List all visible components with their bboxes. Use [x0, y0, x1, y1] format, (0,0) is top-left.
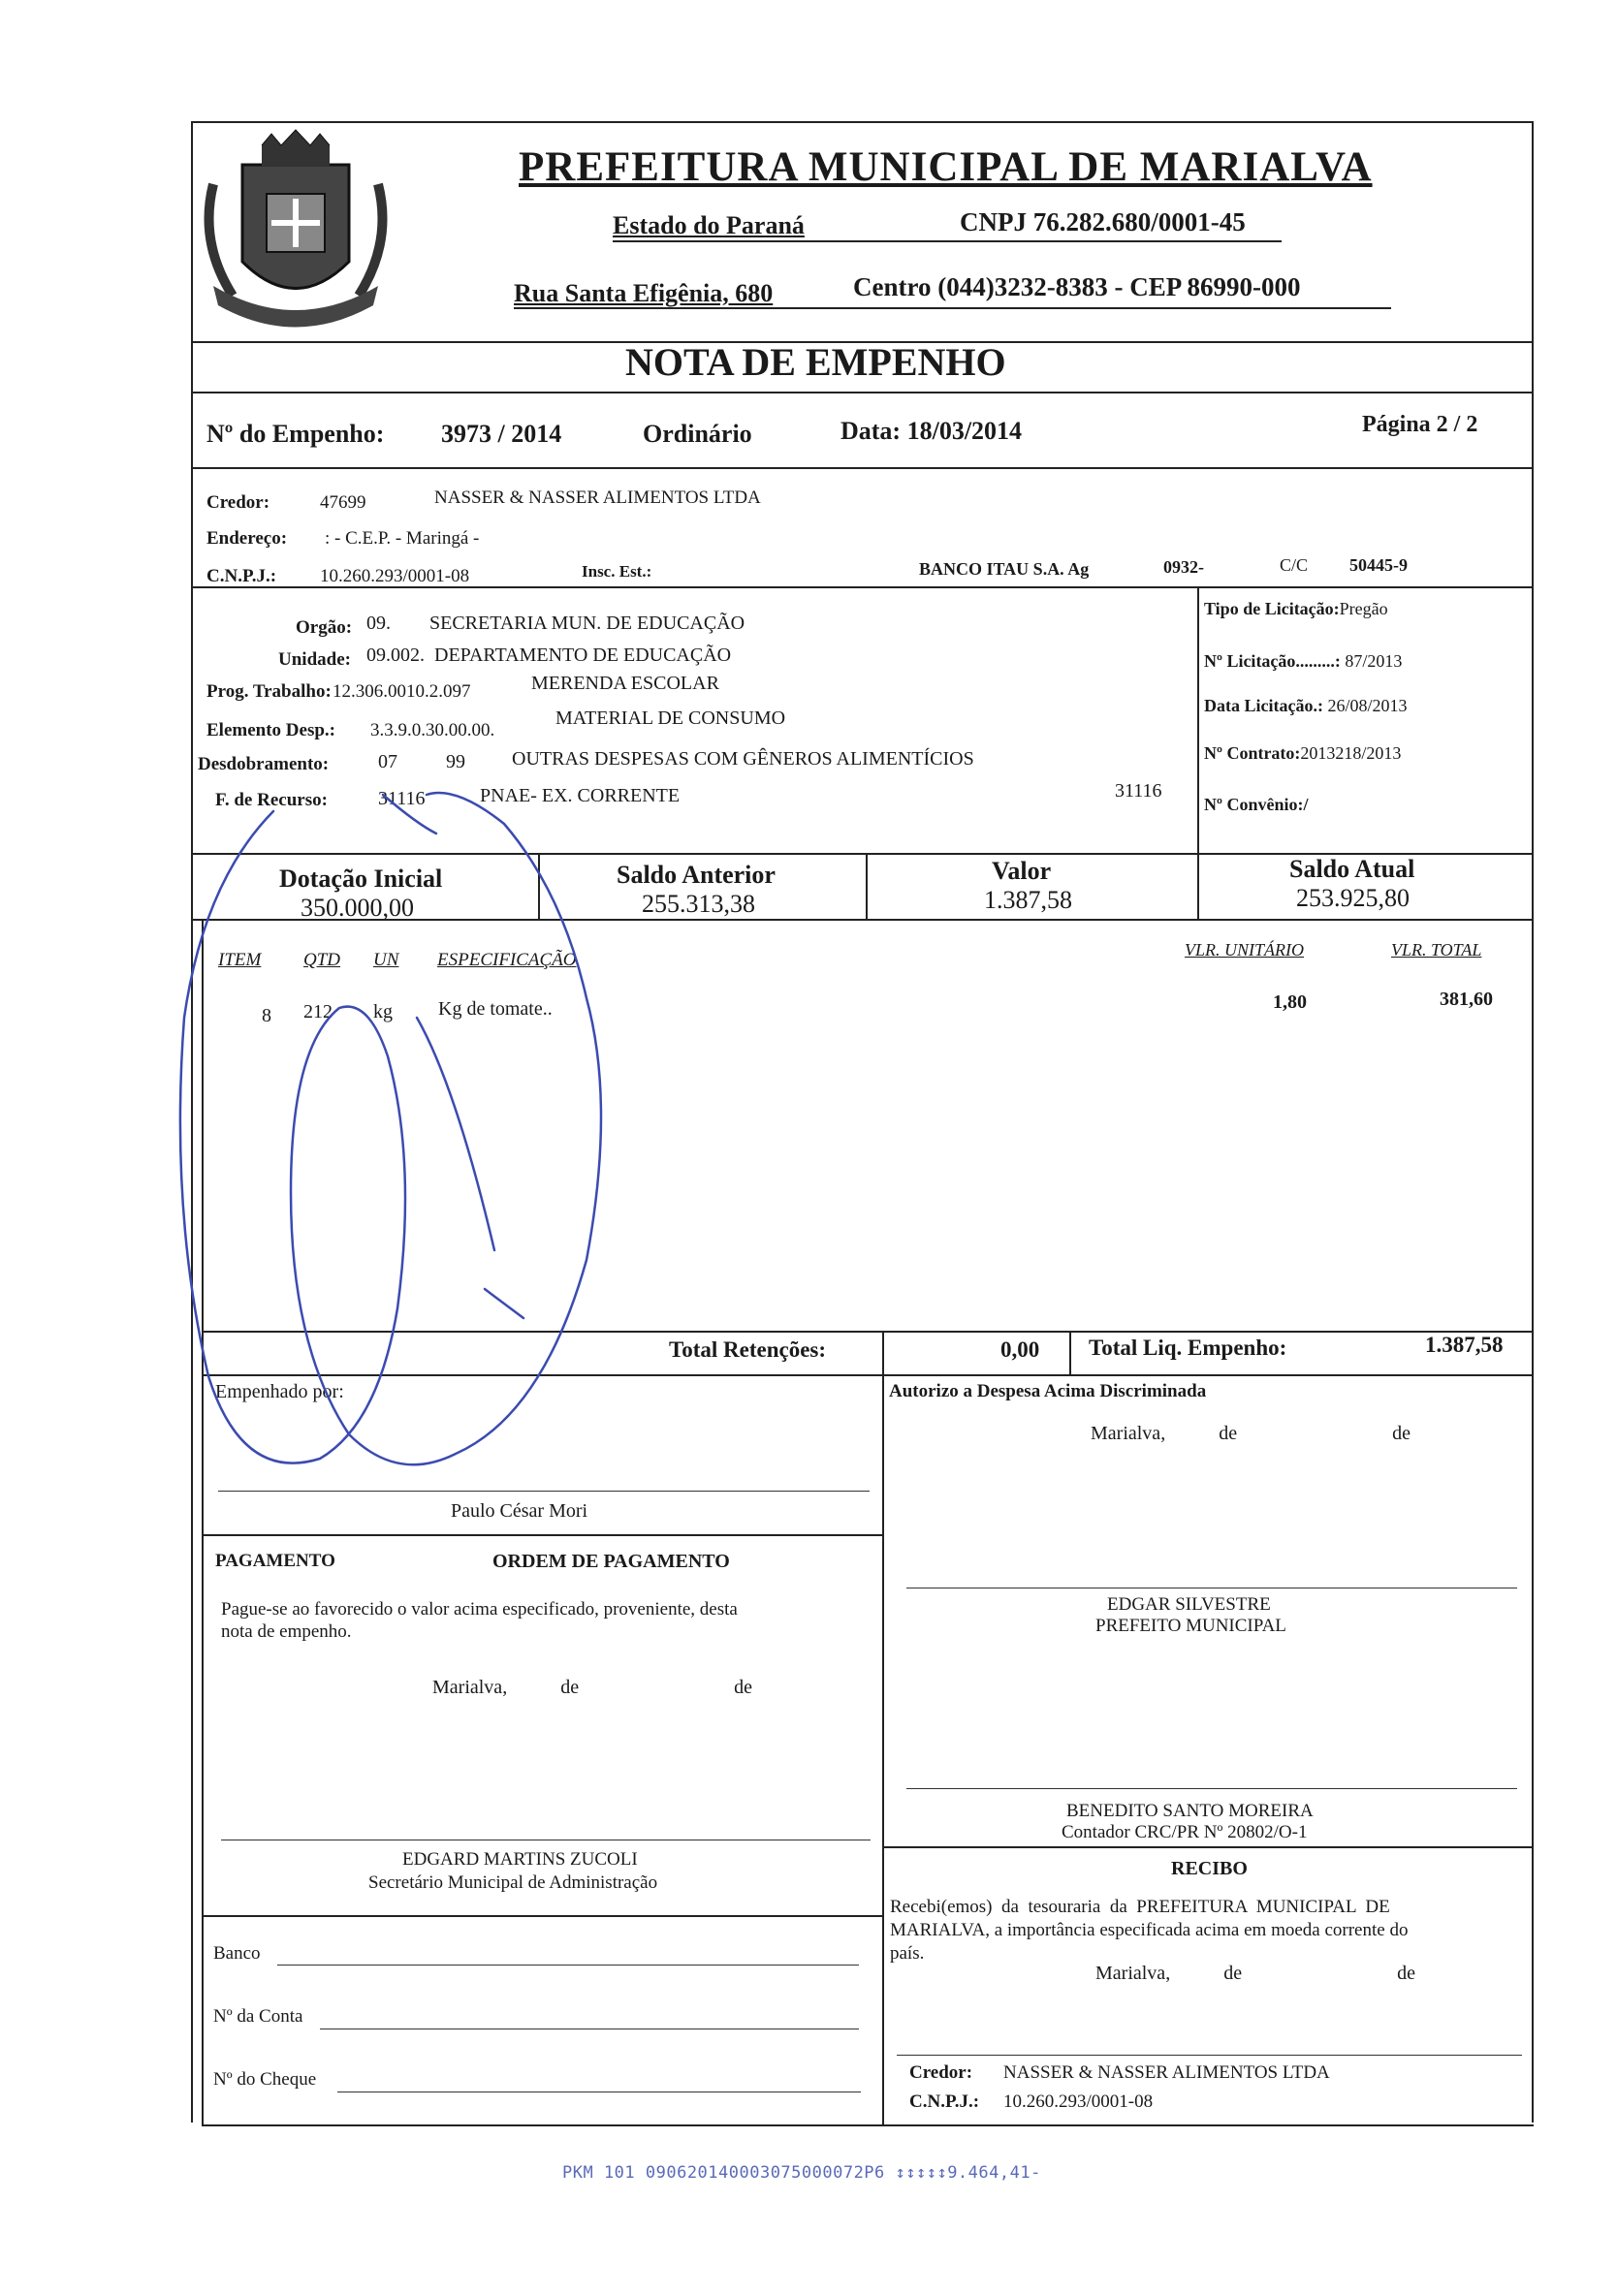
data-licitacao-label: Data Licitação.: [1204, 696, 1323, 715]
credor-label: Credor: [206, 492, 270, 513]
page-number: Página 2 / 2 [1362, 412, 1478, 437]
bank-agency: 0932- [1163, 557, 1204, 577]
valor-label: Valor [992, 857, 1052, 885]
pagamento-text-1: Pague-se ao favorecido o valor acima especificado, proveniente, desta [221, 1599, 738, 1620]
unidade-label: Unidade: [278, 649, 351, 670]
unidade-value: 09.002. DEPARTAMENTO DE EDUCAÇÃO [366, 645, 732, 666]
endereco-value: : - C.E.P. - Maringá - [325, 528, 480, 549]
item-un: kg [373, 1001, 393, 1022]
pagamento-label: PAGAMENTO [215, 1551, 335, 1571]
num-licitacao-label: Nº Licitação.........: [1204, 651, 1341, 671]
empenho-date: Data: 18/03/2014 [840, 417, 1023, 445]
state-label: Estado do Paraná [613, 211, 805, 239]
contrato-value: 2013218/2013 [1300, 743, 1402, 763]
district-phone-label: Centro (044)3232-8383 - CEP 86990-000 [853, 272, 1301, 301]
elemento-name: MATERIAL DE CONSUMO [555, 708, 786, 729]
cc-label: C/C [1280, 555, 1309, 575]
cnpj-credor-value: 10.260.293/0001-08 [320, 566, 470, 586]
contrato-label: Nº Contrato: [1204, 743, 1301, 763]
saldo-atual-label: Saldo Atual [1289, 855, 1415, 883]
orgao-label: Orgão: [296, 617, 353, 638]
col-un-header: UN [373, 950, 399, 970]
autorizo-label: Autorizo a Despesa Acima Discriminada [889, 1381, 1207, 1401]
num-licitacao-value: 87/2013 [1345, 651, 1403, 671]
prog-trabalho-code: 12.306.0010.2.097 [333, 681, 471, 702]
ordem-pagamento-label: ORDEM DE PAGAMENTO [492, 1551, 730, 1572]
empenho-type: Ordinário [643, 420, 752, 448]
recibo-text-3: país. [890, 1943, 925, 1964]
dotacao-value: 350.000,00 [301, 894, 414, 922]
col-vlr-unit-header: VLR. UNITÁRIO [1185, 940, 1304, 959]
retencoes-value: 0,00 [1000, 1337, 1040, 1362]
cnpj-credor-label: C.N.P.J.: [206, 566, 277, 586]
col-espec-header: ESPECIFICAÇÃO [437, 950, 577, 970]
recibo-cnpj-label: C.N.P.J.: [909, 2092, 980, 2112]
prog-trabalho-label: Prog. Trabalho: [206, 681, 332, 702]
contador-name: BENEDITO SANTO MOREIRA [1066, 1801, 1314, 1821]
tipo-licitacao-label-text: Tipo de Licitação: [1204, 599, 1340, 618]
saldo-atual-value: 253.925,80 [1296, 884, 1410, 912]
item-espec: Kg de tomate.. [438, 998, 553, 1020]
credor-name: NASSER & NASSER ALIMENTOS LTDA [434, 488, 761, 508]
fonte-recurso-code-right: 31116 [1115, 780, 1162, 802]
elemento-label: Elemento Desp.: [206, 720, 335, 740]
prefeito-role: PREFEITO MUNICIPAL [1095, 1616, 1286, 1636]
prog-trabalho-name: MERENDA ESCOLAR [531, 673, 719, 694]
cheque-label: Nº do Cheque [213, 2069, 317, 2090]
cnpj-label: CNPJ 76.282.680/0001-45 [960, 207, 1246, 236]
pagamento-city-line: Marialva, de de [432, 1677, 752, 1698]
item-vlr-total: 381,60 [1440, 989, 1493, 1010]
pagamento-text-2: nota de empenho. [221, 1621, 352, 1642]
recibo-city-line: Marialva, de de [1095, 1963, 1415, 1984]
recibo-label: RECIBO [1171, 1858, 1248, 1879]
recibo-text-2: MARIALVA, a importância especificada acima em moeda corrente do [890, 1920, 1409, 1940]
col-qtd-header: QTD [303, 950, 341, 970]
col-vlr-total-header: VLR. TOTAL [1391, 940, 1482, 959]
elemento-code: 3.3.9.0.30.00.00. [370, 720, 495, 740]
empenhado-label: Empenhado por: [215, 1381, 344, 1402]
secretario-role: Secretário Municipal de Administração [368, 1872, 658, 1893]
conta-label: Nº da Conta [213, 2006, 303, 2027]
desdobramento-b: 99 [446, 751, 465, 772]
prefeitura-title: PREFEITURA MUNICIPAL DE MARIALVA [519, 144, 1373, 190]
orgao-value: 09. SECRETARIA MUN. DE EDUCAÇÃO [366, 613, 745, 634]
liquido-value: 1.387,58 [1425, 1333, 1504, 1357]
col-item-header: ITEM [218, 950, 262, 970]
bank-name: BANCO ITAU S.A. Ag [919, 559, 1090, 579]
convenio-label: Nº Convênio:/ [1204, 795, 1309, 814]
dotacao-label: Dotação Inicial [279, 865, 443, 893]
banco-label: Banco [213, 1943, 261, 1964]
street-label: Rua Santa Efigênia, 680 [514, 279, 774, 307]
fonte-recurso-label: F. de Recurso: [215, 790, 328, 810]
fonte-recurso-code: 31116 [378, 788, 426, 809]
insc-label: Insc. Est.: [582, 562, 652, 581]
secretario-name: EDGARD MARTINS ZUCOLI [402, 1849, 638, 1870]
item-qtd: 212 [303, 1001, 333, 1022]
contador-role: Contador CRC/PR Nº 20802/O-1 [1062, 1822, 1308, 1842]
prefeito-name: EDGAR SILVESTRE [1107, 1594, 1271, 1615]
empenhado-name: Paulo César Mori [451, 1500, 588, 1522]
valor-value: 1.387,58 [984, 886, 1072, 914]
cc-value: 50445-9 [1349, 555, 1408, 575]
data-licitacao-value: 26/08/2013 [1327, 696, 1408, 715]
retencoes-label: Total Retenções: [669, 1337, 827, 1362]
recibo-credor-name: NASSER & NASSER ALIMENTOS LTDA [1003, 2062, 1330, 2083]
tipo-licitacao-value: Pregão [1339, 599, 1388, 618]
recibo-credor-label: Credor: [909, 2062, 973, 2083]
empenho-number-label: Nº do Empenho: [206, 420, 385, 448]
liquido-label: Total Liq. Empenho: [1089, 1336, 1287, 1360]
endereco-label: Endereço: [206, 528, 288, 549]
recibo-cnpj-value: 10.260.293/0001-08 [1003, 2092, 1154, 2112]
saldo-anterior-value: 255.313,38 [642, 890, 755, 918]
document-title: NOTA DE EMPENHO [625, 340, 1006, 384]
autorizo-city-line: Marialva, de de [1091, 1423, 1411, 1444]
desdobramento-a: 07 [378, 751, 397, 772]
desdobramento-name: OUTRAS DESPESAS COM GÊNEROS ALIMENTÍCIOS [512, 748, 974, 770]
credor-code: 47699 [320, 492, 366, 513]
fonte-recurso-name: PNAE- EX. CORRENTE [480, 785, 681, 806]
authentication-stamp: PKM 101 090620140003075000072P6 ↕↕↕↕↕9.464,41- [562, 2163, 1041, 2183]
saldo-anterior-label: Saldo Anterior [617, 861, 776, 889]
empenho-number: 3973 / 2014 [441, 420, 562, 448]
desdobramento-label: Desdobramento: [198, 754, 330, 774]
recibo-text-1: Recebi(emos) da tesouraria da PREFEITURA MUNICIPAL DE [890, 1897, 1390, 1917]
item-vlr-unit: 1,80 [1273, 991, 1307, 1013]
item-number: 8 [262, 1005, 271, 1026]
